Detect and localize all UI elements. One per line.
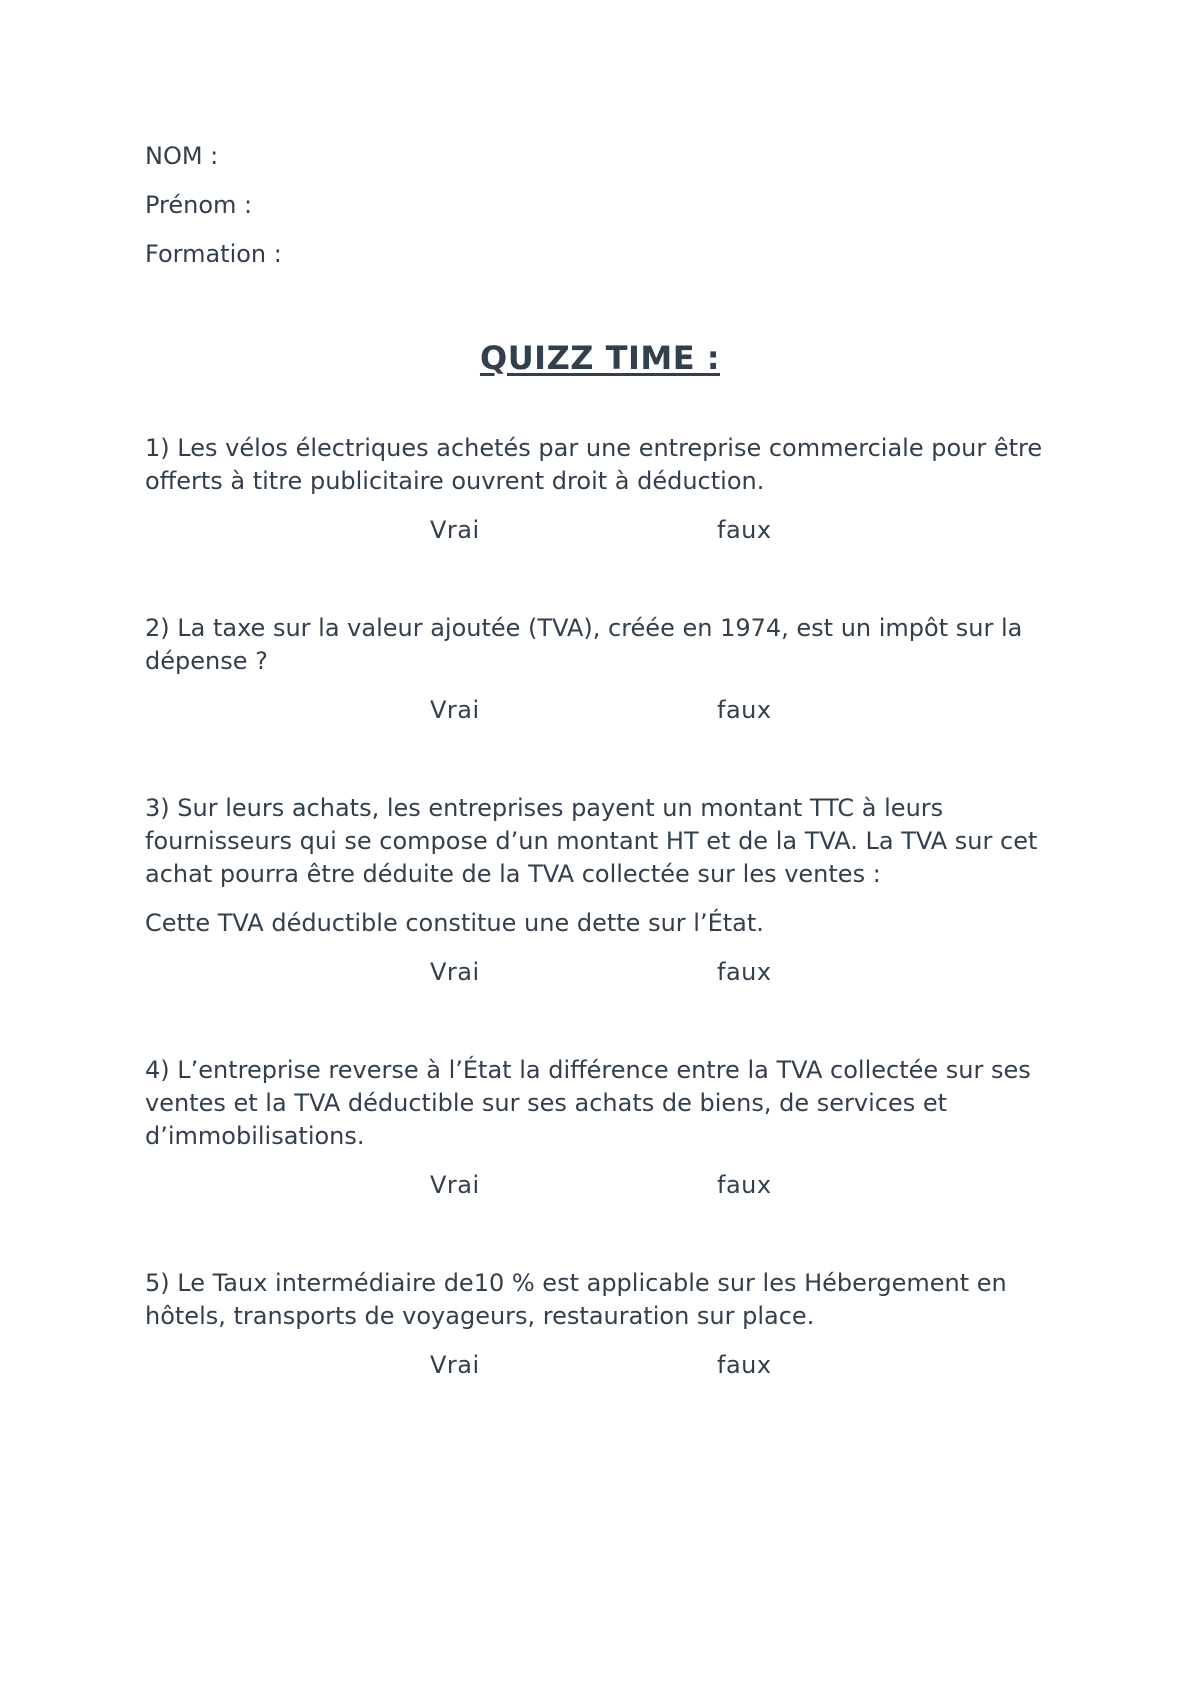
formation-label: Formation : — [145, 240, 282, 268]
answer-options — [145, 514, 1055, 547]
question-text: 4) L’entreprise reverse à l’État la différence entre la TVA collectée sur ses ventes et la TVA déductible sur ses achats de biens, de services et d’immobilisations. — [145, 1056, 1031, 1150]
answer-vrai[interactable]: Vrai — [430, 1351, 480, 1379]
question-2 — [145, 612, 1055, 727]
question-4 — [145, 1054, 1055, 1202]
answer-options — [145, 956, 1055, 989]
answer-vrai[interactable]: Vrai — [430, 516, 480, 544]
quiz-title: QUIZZ TIME : — [479, 339, 720, 377]
question-text: 5) Le Taux intermédiaire de10 % est applicable sur les Hébergement en hôtels, transports de voyageurs, restauration sur place. — [145, 1269, 1007, 1330]
answer-faux[interactable]: faux — [717, 1351, 772, 1379]
answer-faux[interactable]: faux — [717, 516, 772, 544]
question-5 — [145, 1267, 1055, 1382]
question-3 — [145, 792, 1055, 989]
answer-faux[interactable]: faux — [717, 1171, 772, 1199]
answer-faux[interactable]: faux — [717, 958, 772, 986]
prenom-label: Prénom : — [145, 191, 253, 219]
answer-vrai[interactable]: Vrai — [430, 958, 480, 986]
answer-options — [145, 694, 1055, 727]
document-content — [145, 140, 1055, 1382]
question-text: 3) Sur leurs achats, les entreprises payent un montant TTC à leurs fournisseurs qui se compose d’un montant HT et de la TVA. La TVA sur cet achat pourra être déduite de la TVA collectée sur les ventes : — [145, 794, 1038, 888]
answer-vrai[interactable]: Vrai — [430, 1171, 480, 1199]
answer-options — [145, 1349, 1055, 1382]
nom-label: NOM : — [145, 142, 219, 170]
question-text: 2) La taxe sur la valeur ajoutée (TVA), créée en 1974, est un impôt sur la dépense ? — [145, 614, 1023, 675]
answer-vrai[interactable]: Vrai — [430, 696, 480, 724]
question-statement: Cette TVA déductible constitue une dette sur l’État. — [145, 909, 764, 937]
question-text: 1) Les vélos électriques achetés par une entreprise commerciale pour être offerts à titre publicitaire ouvrent droit à déduction. — [145, 434, 1043, 495]
answer-faux[interactable]: faux — [717, 696, 772, 724]
answer-options — [145, 1169, 1055, 1202]
question-1 — [145, 432, 1055, 547]
